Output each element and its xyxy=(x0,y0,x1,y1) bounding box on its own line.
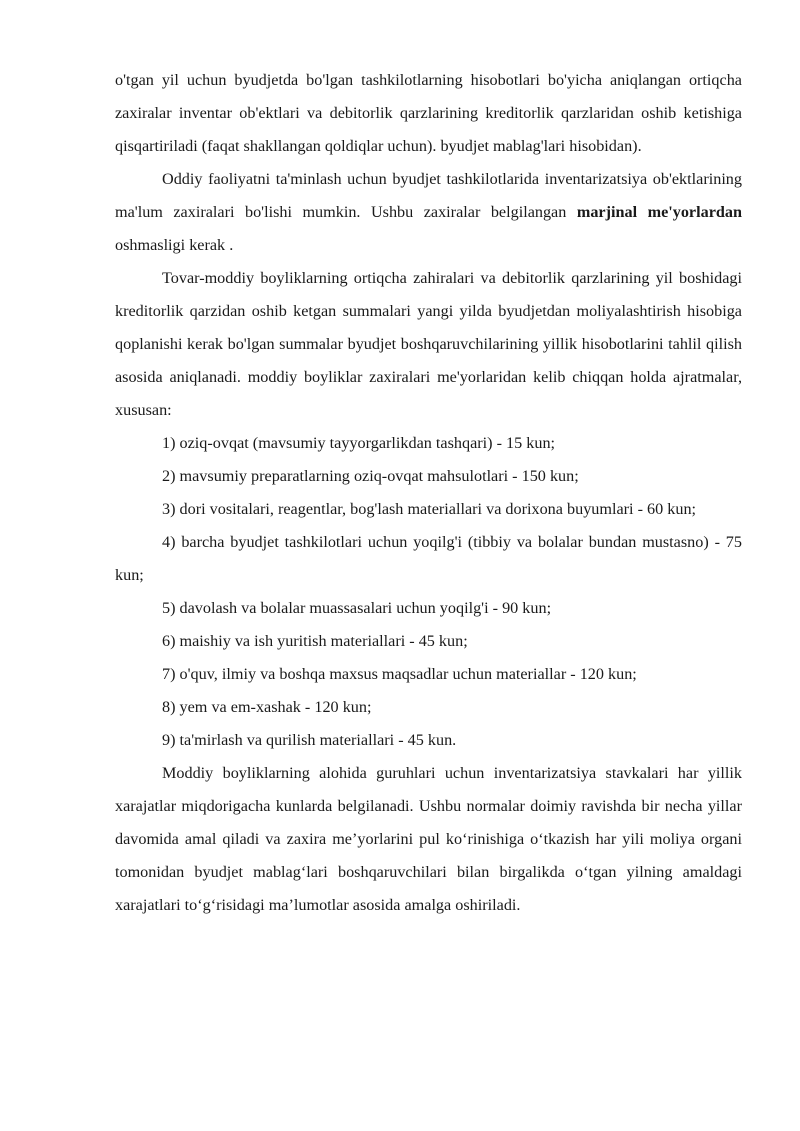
list-item: 5) davolash va bolalar muassasalari uchun yoqilg'i - 90 kun; xyxy=(162,599,552,617)
paragraph-4: Moddiy boyliklarning alohida guruhlari uchun inventarizatsiya stavkalari har yillik xarajatlar miqdorigacha kunlarda belgilanadi. Ushbu normalar doimiy ravishda bir necha yillar davomida amal qiladi va zaxira me’yorlarini pul ko‘rinishiga o‘tkazish har yili moliya organi tomonidan byudjet mablag‘lari boshqaruvchilari bilan birgalikda o‘tgan yilning amaldagi xarajatlari to‘g‘risidagi ma’lumotlar asosida amalga oshiriladi. xyxy=(115,764,742,914)
list-item: 3) dori vositalari, reagentlar, bog'lash materiallari va dorixona buyumlari - 60 kun; xyxy=(162,500,697,518)
paragraph-2-end: oshmasligi kerak . xyxy=(115,236,234,254)
list-item: 7) o'quv, ilmiy va boshqa maxsus maqsadlar uchun materiallar - 120 kun; xyxy=(162,665,637,683)
paragraph-2-start: Oddiy faoliyatni ta'minlash uchun byudjet tashkilotlarida inventarizatsiya ob'ektlarining ma'lum zaxiralari bo'lishi mumkin. Ushbu zaxiralar belgilangan xyxy=(115,170,742,221)
list-item: 4) barcha byudjet tashkilotlari uchun yoqilg'i (tibbiy va bolalar bundan mustasno) - 75 kun; xyxy=(115,533,742,584)
paragraph-1: o'tgan yil uchun byudjetda bo'lgan tashkilotlarning hisobotlari bo'yicha aniqlangan ortiqcha zaxiralar inventar ob'ektlari va debitorlik qarzlarining kreditorlik qarzlaridan oshib ketishiga qisqartiriladi (faqat shakllangan qoldiqlar uchun). byudjet mablag'lari hisobidan). xyxy=(115,71,742,155)
list-item: 8) yem va em-xashak - 120 kun; xyxy=(162,698,372,716)
list-item: 1) oziq-ovqat (mavsumiy tayyorgarlikdan tashqari) - 15 kun; xyxy=(162,434,556,452)
paragraph-2-bold: marjinal me'yorlardan xyxy=(576,203,742,221)
list-item: 2) mavsumiy preparatlarning oziq-ovqat mahsulotlari - 150 kun; xyxy=(162,467,579,485)
list-item: 6) maishiy va ish yuritish materiallari - 45 kun; xyxy=(162,632,468,650)
list-item: 9) ta'mirlash va qurilish materiallari - 45 kun. xyxy=(162,731,457,749)
document-page xyxy=(115,64,742,922)
paragraph-2 xyxy=(115,163,742,262)
paragraph-3: Tovar-moddiy boyliklarning ortiqcha zahiralari va debitorlik qarzlarining yil boshidagi kreditorlik qarzidan oshib ketgan summalari yangi yilda byudjetdan moliyalashtirish hisobiga qoplanishi kerak bo'lgan summalar byudjet boshqaruvchilarining yillik hisobotlarini tahlil qilish asosida aniqlanadi. moddiy boyliklar zaxiralari me'yorlaridan kelib chiqqan holda ajratmalar, xususan: xyxy=(115,269,742,419)
